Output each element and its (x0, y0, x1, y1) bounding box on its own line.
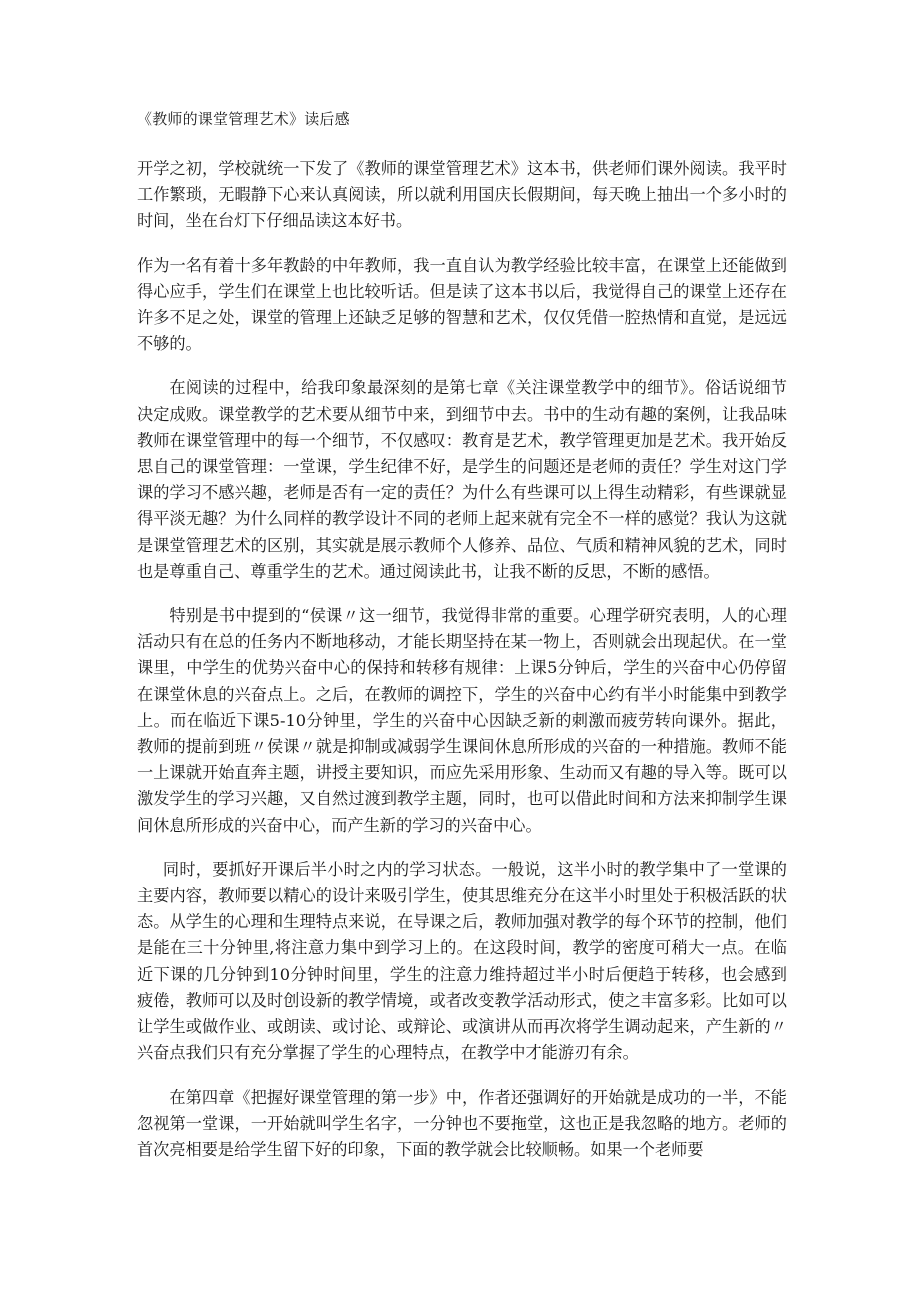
paragraph-5: 同时，要抓好开课后半小时之内的学习状态。一般说，这半小时的教学集中了一堂课的主要内容，教师要以精心的设计来吸引学生，使其思维充分在这半小时里处于积极活跃的状态。从学生的心理和生理特点来说，在导课之后，教师加强对教学的每个环节的控制，他们是能在三十分钟里,将注意力集中到学习上的。在这段时间，教学的密度可稍大一点。在临近下课的几分钟到10分钟时间里，学生的注意力维持超过半小时后便趋于转移，也会感到疲倦，教师可以及时创设新的教学情境，或者改变教学活动形式，使之丰富多彩。比如可以让学生或做作业、或朗读、或讨论、或辩论、或演讲从而再次将学生调动起来，产生新的〃兴奋点我们只有充分掌握了学生的心理特点，在教学中才能游刃有余。 (137, 859, 787, 1063)
document-title: 《教师的课堂管理艺术》读后感 (137, 110, 350, 128)
paragraph-1: 开学之初，学校就统一下发了《教师的课堂管理艺术》这本书，供老师们课外阅读。我平时工作繁琐，无暇静下心来认真阅读，所以就利用国庆长假期间，每天晚上抽出一个多小时的时间，坐在台灯下仔细品读这本好书。 (137, 159, 787, 231)
paragraph-6: 在第四章《把握好课堂管理的第一步》中，作者还强调好的开始就是成功的一半，不能忽视第一堂课，一开始就叫学生名字，一分钟也不要拖堂，这也正是我忽略的地方。老师的首次亮相要是给学生留下好的印象，下面的教学就会比较顺畅。如果一个老师要 (137, 1087, 787, 1159)
paragraph-3: 在阅读的过程中，给我印象最深刻的是第七章《关注课堂教学中的细节》。俗话说细节决定成败。课堂教学的艺术要从细节中来，到细节中去。书中的生动有趣的案例，让我品味教师在课堂管理中的每一个细节，不仅感叹：教育是艺术，教学管理更加是艺术。我开始反思自己的课堂管理：一堂课，学生纪律不好，是学生的问题还是老师的责任？学生对这门学课的学习不感兴趣，老师是否有一定的责任？为什么有些课可以上得生动精彩，有些课就显得平淡无趣？为什么同样的教学设计不同的老师上起来就有完全不一样的感觉？我认为这就是课堂管理艺术的区别，其实就是展示教师个人修养、品位、气质和精神风貌的艺术，同时也是尊重自己、尊重学生的艺术。通过阅读此书，让我不断的反思，不断的感悟。 (137, 378, 787, 581)
document-page (137, 104, 787, 1181)
paragraph-4: 特别是书中提到的“侯课〃这一细节，我觉得非常的重要。心理学研究表明，人的心理活动只有在总的任务内不断地移动，才能长期坚持在某一物上，否则就会出现起伏。在一堂课里，中学生的优势兴奋中心的保持和转移有规律：上课5分钟后，学生的兴奋中心仍停留在课堂休息的兴奋点上。之后，在教师的调控下，学生的兴奋中心约有半小时能集中到教学上。而在临近下课5-10分钟里，学生的兴奋中心因缺乏新的刺激而疲劳转向课外。据此，教师的提前到班〃侯课〃就是抑制或减弱学生课间休息所形成的兴奋的一种措施。教师不能一上课就开始直奔主题，讲授主要知识，而应先采用形象、生动而又有趣的导入等。既可以激发学生的学习兴趣，又自然过渡到教学主题，同时，也可以借此时间和方法来抑制学生课间休息所形成的兴奋中心，而产生新的学习的兴奋中心。 (137, 606, 787, 835)
paragraph-2: 作为一名有着十多年教龄的中年教师，我一直自认为教学经验比较丰富，在课堂上还能做到得心应手，学生们在课堂上也比较听话。但是读了这本书以后，我觉得自己的课堂上还存在许多不足之处，课堂的管理上还缺乏足够的智慧和艺术，仅仅凭借一腔热情和直觉，是远远不够的。 (137, 255, 787, 354)
